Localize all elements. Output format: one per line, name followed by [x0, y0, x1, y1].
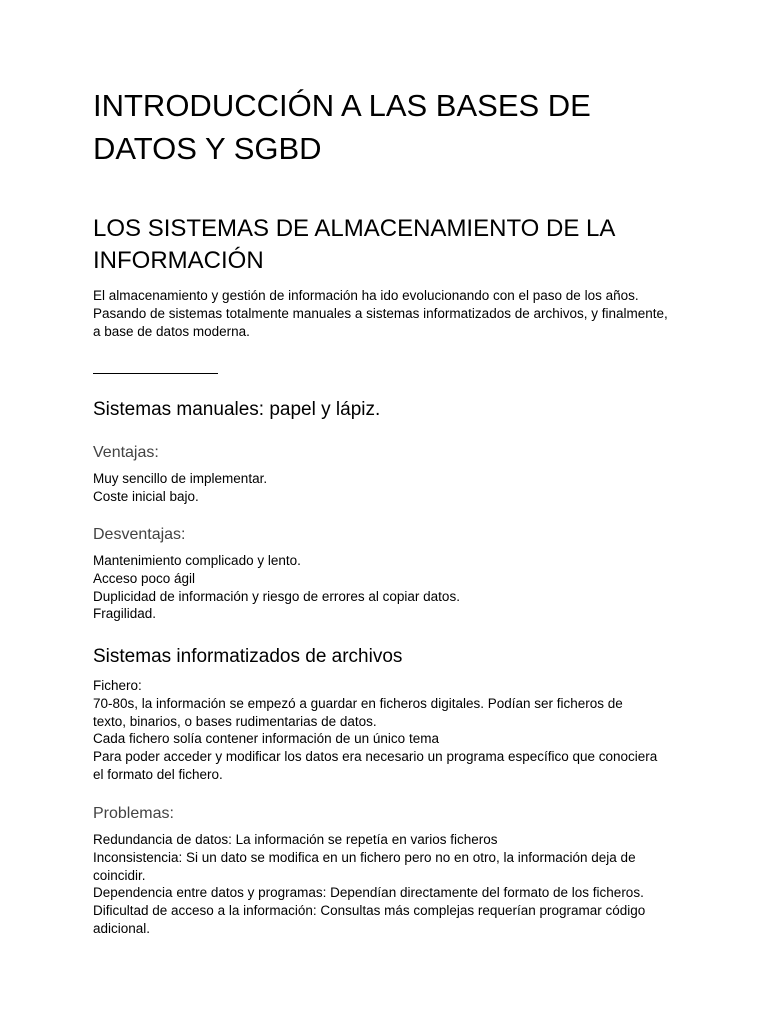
list-item: Redundancia de datos: La información se repetía en varios ficheros: [93, 832, 498, 847]
list-item: Dificultad de acceso a la información: Consultas más complejas requerían programar código adicional.: [93, 903, 646, 936]
horizontal-divider: [93, 373, 218, 374]
paragraph-line: Para poder acceder y modificar los datos era necesario un programa específico que conociera el formato del fichero.: [93, 749, 658, 782]
list-item: Inconsistencia: Si un dato se modifica en un fichero pero no en otro, la información deja de coincidir.: [93, 849, 636, 883]
heading-ventajas: Ventajas:: [93, 444, 159, 461]
fichero-paragraph: [93, 677, 658, 784]
list-item: Duplicidad de información y riesgo de errores al copiar datos.: [93, 588, 460, 604]
list-item: Coste inicial bajo.: [93, 488, 199, 504]
intro-line: Pasando de sistemas totalmente manuales a sistemas informatizados de archivos, y finalmente, a base de datos moderna.: [93, 305, 668, 339]
heading-problemas: Problemas:: [93, 805, 174, 822]
heading-desventajas: Desventajas:: [93, 526, 186, 543]
intro-paragraph: [93, 287, 673, 340]
list-item: Acceso poco ágil: [93, 570, 196, 586]
intro-line: El almacenamiento y gestión de información ha ido evolucionando con el paso de los años.: [93, 288, 639, 303]
paragraph-line: 70-80s, la información se empezó a guardar en ficheros digitales. Podían ser ficheros de texto, binarios, o bases rudimentarias de datos.: [93, 695, 623, 729]
paragraph-line: Cada fichero solía contener información de un único tema: [93, 731, 439, 747]
desventajas-list: [93, 552, 693, 623]
paragraph-line: Fichero:: [93, 678, 142, 693]
document-title: INTRODUCCIÓN A LAS BASES DE DATOS Y SGBD: [93, 88, 591, 166]
section-heading-almacenamiento: LOS SISTEMAS DE ALMACENAMIENTO DE LA INFORMACIÓN: [93, 215, 615, 274]
ventajas-list: [93, 470, 693, 506]
list-item: Dependencia entre datos y programas: Dependían directamente del formato de los ficheros.: [93, 885, 644, 901]
heading-sistemas-informatizados: Sistemas informatizados de archivos: [93, 646, 403, 667]
list-item: Muy sencillo de implementar.: [93, 471, 268, 486]
heading-sistemas-manuales: Sistemas manuales: papel y lápiz.: [93, 399, 381, 420]
list-item: Mantenimiento complicado y lento.: [93, 553, 301, 568]
problemas-list: [93, 831, 678, 938]
list-item: Fragilidad.: [93, 606, 157, 622]
